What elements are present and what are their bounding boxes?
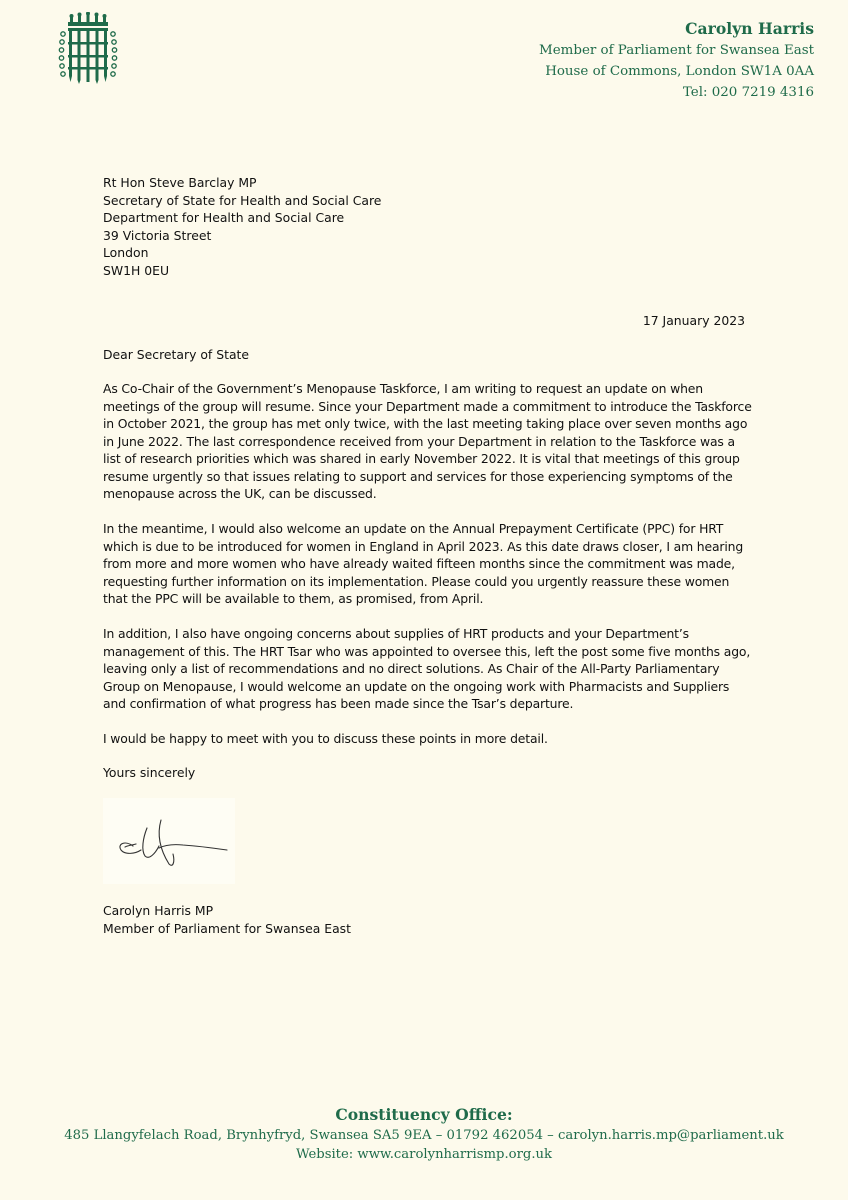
recipient-line: Rt Hon Steve Barclay MP bbox=[103, 175, 257, 190]
portcullis-crest-icon bbox=[58, 12, 118, 84]
recipient-line: London bbox=[103, 245, 149, 260]
sender-telephone: Tel: 020 7219 4316 bbox=[682, 85, 814, 100]
recipient-line: Department for Health and Social Care bbox=[103, 210, 345, 225]
footer-title: Constituency Office: bbox=[335, 1105, 513, 1124]
body-paragraph: I would be happy to meet with you to discuss these points in more detail. bbox=[103, 731, 548, 746]
signatory-block bbox=[103, 902, 351, 937]
footer-website: Website: www.carolynharrismp.org.uk bbox=[295, 1147, 553, 1162]
recipient-address bbox=[103, 174, 381, 279]
recipient-line: Secretary of State for Health and Social Care bbox=[103, 192, 382, 208]
footer-address: 485 Llangyfelach Road, Brynhyfryd, Swansea SA5 9EA – 01792 462054 – carolyn.harris.mp@parliament.uk bbox=[64, 1128, 784, 1143]
letterhead bbox=[539, 18, 814, 103]
sender-name: Carolyn Harris bbox=[685, 19, 814, 38]
body-paragraph: As Co-Chair of the Government’s Menopause Taskforce, I am writing to request an update on when meetings of the group will resume. Since your Department made a commitment to introduce the Taskforce in October 2021, the group has met only twice, with the last meeting taking place over seven months ago in June 2022. The last correspondence received from your Department in relation to the Taskforce was a list of research priorities which was shared in early November 2022. It is vital that meetings of this group resume urgently so that issues relating to support and services for those experiencing symptoms of the menopause across the UK, can be discussed. bbox=[103, 381, 752, 501]
body-paragraph: In addition, I also have ongoing concerns about supplies of HRT products and your Department’s management of this. The HRT Tsar who was appointed to oversee this, left the post some five months ago, leaving only a list of recommendations and no direct solutions. As Chair of the All-Party Parliamentary Group on Menopause, I would welcome an update on the ongoing work with Pharmacists and Suppliers and confirmation of what progress has been made since the Tsar’s departure. bbox=[103, 626, 751, 711]
sender-role: Member of Parliament for Swansea East bbox=[539, 43, 814, 58]
recipient-line: SW1H 0EU bbox=[103, 262, 170, 278]
body-paragraph: In the meantime, I would also welcome an update on the Annual Prepayment Certificate (PPC) for HRT which is due to be introduced for women in England in April 2023. As this date draws closer, I am hearing from more and more women who have already waited fifteen months since the commitment was made, requesting further information on its implementation. Please could you urgently reassure these women that the PPC will be available to them, as promised, from April. bbox=[103, 521, 744, 606]
sender-address: House of Commons, London SW1A 0AA bbox=[545, 64, 814, 79]
signatory-name: Carolyn Harris MP bbox=[103, 903, 214, 918]
letter-date: 17 January 2023 bbox=[642, 313, 745, 328]
signatory-title: Member of Parliament for Swansea East bbox=[103, 920, 351, 936]
salutation: Dear Secretary of State bbox=[103, 347, 250, 362]
handwritten-signature bbox=[103, 798, 235, 884]
constituency-office-footer bbox=[0, 1104, 848, 1164]
recipient-line: 39 Victoria Street bbox=[103, 227, 212, 243]
closing: Yours sincerely bbox=[103, 765, 196, 780]
